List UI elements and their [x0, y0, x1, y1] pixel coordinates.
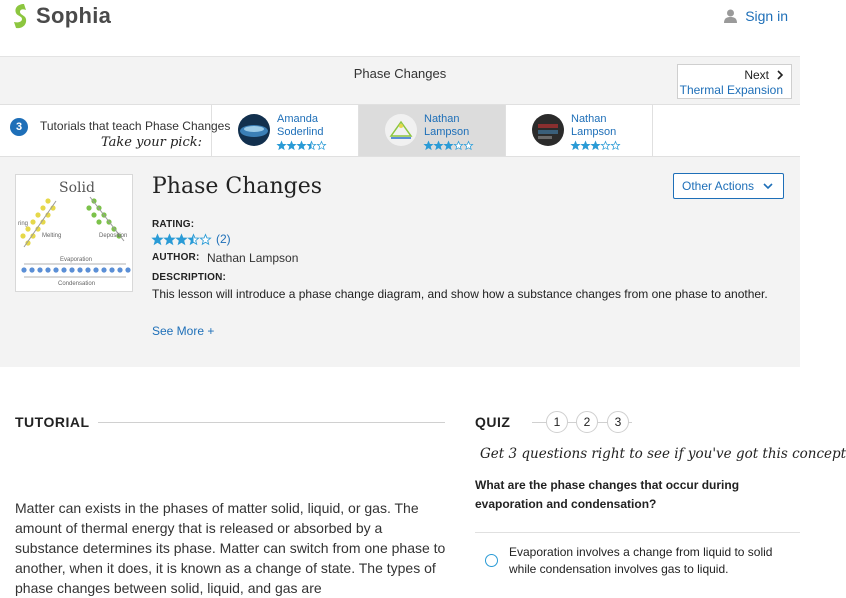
- chevron-right-icon: [777, 70, 783, 80]
- page-title: Phase Changes: [353, 66, 447, 81]
- tutorial-thumbnail: [385, 114, 417, 146]
- star-filled-icon: [307, 141, 316, 150]
- star-filled-icon: [591, 141, 600, 150]
- star-filled-icon: [277, 141, 286, 150]
- tutorial-heading: TUTORIAL: [15, 414, 90, 430]
- star-filled-icon: [571, 141, 580, 150]
- lesson-rating-stars: [152, 234, 212, 245]
- rating-label: RATING:: [152, 219, 195, 230]
- tutorial-thumbnail: [238, 114, 270, 146]
- tutorial-rating: [571, 141, 621, 150]
- quiz-question: What are the phase changes that occur during evaporation and condensation?: [475, 478, 740, 511]
- tutorial-count-badge: 3: [10, 118, 28, 136]
- quiz-option-radio[interactable]: [485, 554, 498, 567]
- author-label: AUTHOR:: [152, 252, 200, 263]
- tutorial-divider: [98, 422, 445, 423]
- tutorial-picker-blurb: Tutorials that teach Phase Changes: [40, 119, 231, 133]
- svg-text:Condensation: Condensation: [58, 281, 96, 287]
- lesson-description: This lesson will introduce a phase change diagram, and show how a substance changes from one phase to another.: [152, 287, 768, 301]
- star-filled-icon: [188, 234, 199, 245]
- see-more-link[interactable]: See More +: [152, 324, 215, 338]
- star-filled-icon: [297, 141, 306, 150]
- star-empty-icon: [317, 141, 326, 150]
- tutorial-author: Amanda Soderlind: [277, 113, 324, 138]
- description-label: DESCRIPTION:: [152, 272, 227, 283]
- star-filled-icon: [164, 234, 175, 245]
- sophia-logo-icon: [10, 3, 32, 29]
- quiz-step-3[interactable]: 3: [607, 411, 629, 433]
- thumb-solid-label: Solid: [59, 180, 95, 196]
- lesson-rating[interactable]: [152, 232, 231, 246]
- user-icon: [724, 9, 737, 23]
- site-header: [0, 0, 800, 57]
- signin-link[interactable]: [724, 8, 788, 24]
- star-empty-icon: [200, 234, 211, 245]
- star-empty-icon: [611, 141, 620, 150]
- tutorial-picker-intro: [0, 105, 231, 156]
- take-your-pick-label: Take your pick:: [100, 135, 202, 150]
- star-empty-icon: [464, 141, 473, 150]
- quiz-option[interactable]: [475, 532, 800, 576]
- quiz-tagline: Get 3 questions right to see if you've got this concept: [480, 446, 846, 462]
- quiz-heading: QUIZ: [475, 414, 511, 430]
- signin-label: Sign in: [745, 8, 788, 24]
- star-filled-icon: [176, 234, 187, 245]
- next-label: Next: [744, 68, 769, 82]
- star-empty-icon: [601, 141, 610, 150]
- star-empty-icon: [454, 141, 463, 150]
- quiz-option-text: Evaporation involves a change from liquid to solid while condensation involves gas to liquid.: [509, 545, 773, 576]
- tutorial-card[interactable]: [212, 105, 359, 156]
- star-filled-icon: [444, 141, 453, 150]
- svg-text:ring: ring: [18, 221, 29, 227]
- tutorial-picker: [0, 104, 800, 157]
- tutorial-thumbnail: [532, 114, 564, 146]
- sophia-logo[interactable]: [10, 3, 111, 29]
- chevron-down-icon: [763, 183, 773, 189]
- next-tutorial-title: Thermal Expansion: [679, 83, 783, 97]
- tutorial-rating: [277, 141, 327, 150]
- star-filled-icon: [581, 141, 590, 150]
- quiz-step-2[interactable]: 2: [576, 411, 598, 433]
- star-filled-icon: [152, 234, 163, 245]
- tutorial-author: Nathan Lampson: [424, 113, 470, 138]
- tutorial-author: Nathan Lampson: [571, 113, 617, 138]
- star-filled-icon: [424, 141, 433, 150]
- tutorial-rating: [424, 141, 474, 150]
- svg-text:Evaporation: Evaporation: [60, 257, 93, 263]
- svg-text:Deposition: Deposition: [99, 233, 128, 239]
- quiz-step-1[interactable]: 1: [546, 411, 568, 433]
- star-filled-icon: [287, 141, 296, 150]
- tutorial-card[interactable]: [359, 105, 506, 156]
- rating-count[interactable]: (2): [216, 232, 231, 246]
- svg-text:Melting: Melting: [42, 233, 62, 239]
- lesson-thumbnail: [15, 174, 133, 292]
- other-actions-dropdown[interactable]: [673, 173, 784, 199]
- author-name: Nathan Lampson: [207, 251, 299, 265]
- star-filled-icon: [434, 141, 443, 150]
- tutorial-card[interactable]: [506, 105, 653, 156]
- next-tutorial-button[interactable]: [677, 64, 792, 99]
- tutorial-body-text: Matter can exists in the phases of matter solid, liquid, or gas. The amount of thermal energy that is released or absorbed by a substance determines its phase. Matter can switch from one phase to another, when it does, it is known as a change of state. The types of phase changes between solid, liquid, and gas are: [15, 500, 446, 596]
- brand-name: Sophia: [36, 3, 112, 28]
- other-actions-label: Other Actions: [682, 179, 755, 193]
- lesson-title: Phase Changes: [152, 174, 323, 199]
